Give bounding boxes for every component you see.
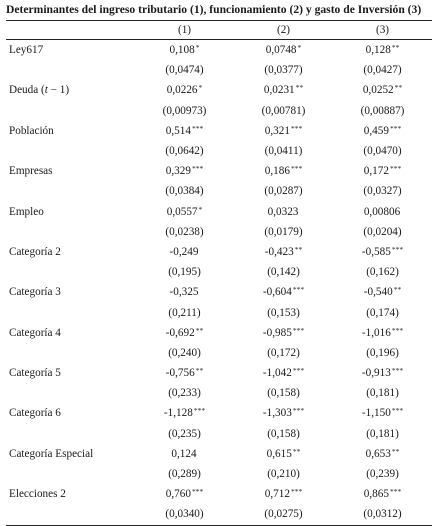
coefficient-value: -0,692 [165, 326, 195, 339]
standard-error-cell: (0,172) [267, 346, 300, 359]
standard-error-cell: (0,0204) [363, 225, 402, 238]
row-label-blank [6, 302, 135, 322]
standard-error-cell: (0,174) [366, 306, 399, 319]
significance-stars: * [297, 43, 302, 53]
coefficient-row [6, 40, 432, 61]
coefficient-value: 0,760 [165, 488, 191, 501]
coefficient-value: -1,303 [262, 407, 292, 420]
standard-error-cell: (0,00973) [162, 104, 207, 117]
row-label-blank [6, 101, 135, 121]
coefficient-row [6, 484, 432, 504]
significance-stars: ** [292, 446, 301, 456]
coefficient-row [6, 202, 432, 222]
row-label: Empleo [9, 205, 44, 218]
header-blank [6, 21, 135, 40]
significance-stars: *** [389, 123, 402, 133]
coefficient-value: 0,329 [165, 165, 191, 178]
standard-error-cell: (0,240) [168, 346, 201, 359]
row-label: Categoría 3 [9, 286, 61, 299]
coefficient-value: 0,865 [363, 488, 389, 501]
significance-stars: *** [292, 285, 305, 295]
standard-error-cell: (0,195) [168, 266, 201, 279]
coefficient-value: -0,913 [361, 367, 391, 380]
coefficient-cell [135, 363, 234, 383]
standard-error-row [6, 302, 432, 322]
coefficient-cell [234, 202, 333, 222]
coefficient-cell [135, 242, 234, 262]
coefficient-value: 0,459 [363, 124, 389, 137]
standard-error-row [6, 141, 432, 161]
coefficient-cell [333, 161, 432, 181]
standard-error-row [6, 60, 432, 80]
standard-error-cell: (0,142) [267, 266, 300, 279]
significance-stars: *** [391, 366, 404, 376]
row-label: Elecciones 2 [9, 488, 66, 501]
standard-error-row [6, 101, 432, 121]
row-label-blank [6, 383, 135, 403]
coefficient-cell [135, 282, 234, 302]
coefficient-value: -0,423 [264, 245, 294, 258]
coefficient-cell [135, 202, 234, 222]
standard-error-row [6, 383, 432, 403]
coefficient-cell [234, 161, 333, 181]
coefficient-row [6, 121, 432, 141]
coefficient-value: -0,325 [169, 286, 199, 299]
row-label: Empresas [9, 165, 53, 178]
coefficient-cell [234, 403, 333, 423]
coefficient-cell [234, 80, 333, 100]
significance-stars: ** [391, 43, 400, 53]
coefficient-cell [234, 282, 333, 302]
coefficient-cell [333, 121, 432, 141]
standard-error-cell: (0,0470) [363, 145, 402, 158]
standard-error-cell: (0,289) [168, 468, 201, 481]
coefficient-value: 0,128 [365, 44, 391, 57]
row-label-blank [6, 504, 135, 525]
row-label-blank [6, 262, 135, 282]
row-label-blank [6, 343, 135, 363]
coefficient-value: -0,585 [361, 245, 391, 258]
standard-error-cell: (0,0384) [165, 185, 204, 198]
standard-error-cell: (0,00781) [261, 104, 306, 117]
coefficient-cell [234, 323, 333, 343]
coefficient-row [6, 242, 432, 262]
coefficient-cell [333, 282, 432, 302]
column-header-2: (2) [276, 24, 291, 36]
coefficient-value: 0,124 [171, 447, 197, 460]
standard-error-cell: (0,181) [366, 387, 399, 400]
coefficient-value: 0,108 [169, 44, 195, 57]
significance-stars: *** [191, 487, 204, 497]
coefficient-value: -1,016 [361, 326, 391, 339]
row-label-suffix: − 1) [47, 84, 70, 97]
coefficient-value: 0,653 [365, 447, 391, 460]
row-label: Categoría 6 [9, 407, 61, 420]
coefficient-cell [135, 121, 234, 141]
significance-stars: * [198, 204, 203, 214]
coefficient-value: -0,985 [262, 326, 292, 339]
standard-error-cell: (0,211) [168, 306, 201, 319]
significance-stars: *** [391, 325, 404, 335]
row-label-blank [6, 424, 135, 444]
coefficient-value: 0,321 [264, 124, 290, 137]
coefficient-cell [333, 242, 432, 262]
standard-error-cell: (0,0642) [165, 145, 204, 158]
standard-error-cell: (0,0287) [264, 185, 303, 198]
significance-stars: *** [292, 325, 305, 335]
coefficient-cell [135, 403, 234, 423]
coefficient-cell [333, 363, 432, 383]
significance-stars: *** [290, 487, 303, 497]
standard-error-cell: (0,181) [366, 427, 399, 440]
column-header-row [6, 21, 432, 40]
coefficient-cell [135, 484, 234, 504]
coefficient-value: 0,514 [165, 124, 191, 137]
coefficient-value: -0,756 [165, 367, 195, 380]
coefficient-cell [234, 40, 333, 61]
significance-stars: *** [391, 406, 404, 416]
row-label-blank [6, 464, 135, 484]
row-label-blank [6, 181, 135, 201]
coefficient-cell [135, 40, 234, 61]
row-label-variable: t [44, 84, 48, 97]
standard-error-cell: (0,196) [366, 346, 399, 359]
row-label-blank [6, 141, 135, 161]
coefficient-value: -1,128 [163, 407, 193, 420]
coefficient-value: -0,249 [169, 245, 199, 258]
row-label: Categoría 5 [9, 367, 61, 380]
standard-error-row [6, 222, 432, 242]
coefficient-value: -1,150 [361, 407, 391, 420]
coefficient-value: 0,712 [264, 488, 290, 501]
standard-error-cell: (0,0411) [264, 145, 303, 158]
coefficient-cell [333, 202, 432, 222]
coefficient-value: 0,0323 [267, 205, 299, 218]
coefficient-cell [333, 403, 432, 423]
row-label: Categoría 4 [9, 326, 61, 339]
row-label: Ley617 [9, 44, 44, 57]
standard-error-cell: (0,235) [168, 427, 201, 440]
coefficient-row [6, 444, 432, 464]
standard-error-cell: (0,158) [267, 427, 300, 440]
coefficient-cell [234, 484, 333, 504]
significance-stars: *** [290, 164, 303, 174]
standard-error-cell: (0,00887) [360, 104, 405, 117]
coefficient-row [6, 282, 432, 302]
coefficient-cell [135, 444, 234, 464]
standard-error-cell: (0,0327) [363, 185, 402, 198]
coefficient-value: 0,0252 [362, 84, 394, 97]
coefficient-cell [333, 40, 432, 61]
standard-error-cell: (0,0275) [264, 508, 303, 521]
standard-error-row [6, 181, 432, 201]
standard-error-cell: (0,153) [267, 306, 300, 319]
table-title: Determinantes del ingreso tributario (1), funcionamiento (2) y gasto de Inversión (3) [6, 3, 422, 16]
coefficient-value: -1,042 [262, 367, 292, 380]
standard-error-cell: (0,0312) [363, 508, 402, 521]
standard-error-cell: (0,0179) [264, 225, 303, 238]
significance-stars: *** [193, 406, 206, 416]
significance-stars: *** [389, 487, 402, 497]
coefficient-row [6, 363, 432, 383]
coefficient-row [6, 161, 432, 181]
significance-stars: ** [295, 83, 304, 93]
coefficient-row [6, 403, 432, 423]
coefficient-cell [333, 484, 432, 504]
row-label: Categoría 2 [9, 245, 61, 258]
significance-stars: *** [290, 123, 303, 133]
coefficient-value: -0,540 [363, 286, 393, 299]
significance-stars: ** [195, 366, 204, 376]
significance-stars: *** [191, 123, 204, 133]
table-body [6, 40, 432, 526]
coefficient-row [6, 80, 432, 100]
coefficient-value: -0,604 [262, 286, 292, 299]
standard-error-cell: (0,162) [366, 266, 399, 279]
significance-stars: ** [391, 446, 400, 456]
row-label-blank [6, 60, 135, 80]
significance-stars: *** [389, 164, 402, 174]
coefficient-row [6, 323, 432, 343]
column-header-3: (3) [375, 24, 390, 36]
standard-error-cell: (0,158) [267, 387, 300, 400]
coefficient-cell [333, 80, 432, 100]
row-label: Población [9, 124, 54, 137]
coefficient-cell [234, 121, 333, 141]
row-label [6, 80, 135, 100]
coefficient-value: 0,0231 [263, 84, 295, 97]
coefficient-value: 0,0226 [166, 84, 198, 97]
significance-stars: ** [393, 285, 402, 295]
row-label-blank [6, 222, 135, 242]
coefficient-value: 0,186 [264, 165, 290, 178]
significance-stars: *** [292, 366, 305, 376]
standard-error-row [6, 464, 432, 484]
significance-stars: *** [292, 406, 305, 416]
standard-error-row [6, 424, 432, 444]
coefficient-value: 0,0748 [265, 44, 297, 57]
coefficient-value: 0,00806 [363, 205, 401, 218]
coefficient-cell [333, 323, 432, 343]
coefficient-cell [135, 323, 234, 343]
coefficient-cell [333, 444, 432, 464]
significance-stars: ** [195, 325, 204, 335]
standard-error-cell: (0,239) [366, 468, 399, 481]
standard-error-cell: (0,0340) [165, 508, 204, 521]
standard-error-row [6, 262, 432, 282]
significance-stars: * [195, 43, 200, 53]
coefficient-value: 0,172 [363, 165, 389, 178]
coefficient-value: 0,0557 [166, 205, 198, 218]
standard-error-cell: (0,210) [267, 468, 300, 481]
significance-stars: *** [191, 164, 204, 174]
significance-stars: * [198, 83, 203, 93]
significance-stars: *** [391, 244, 404, 254]
standard-error-cell: (0,0238) [165, 225, 204, 238]
standard-error-row [6, 504, 432, 525]
coefficient-cell [234, 363, 333, 383]
standard-error-cell: (0,233) [168, 387, 201, 400]
coefficient-cell [234, 444, 333, 464]
regression-table [6, 20, 432, 526]
row-label-prefix: Deuda ( [9, 84, 45, 97]
regression-table-container [6, 0, 432, 526]
coefficient-value: 0,615 [266, 447, 292, 460]
significance-stars: ** [294, 244, 303, 254]
coefficient-cell [135, 161, 234, 181]
coefficient-cell [234, 242, 333, 262]
significance-stars: ** [394, 83, 403, 93]
column-header-1: (1) [177, 24, 192, 36]
standard-error-cell: (0,0474) [165, 64, 204, 77]
standard-error-row [6, 343, 432, 363]
row-label: Categoría Especial [9, 447, 94, 460]
coefficient-cell [135, 80, 234, 100]
standard-error-cell: (0,0377) [264, 64, 303, 77]
standard-error-cell: (0,0427) [363, 64, 402, 77]
